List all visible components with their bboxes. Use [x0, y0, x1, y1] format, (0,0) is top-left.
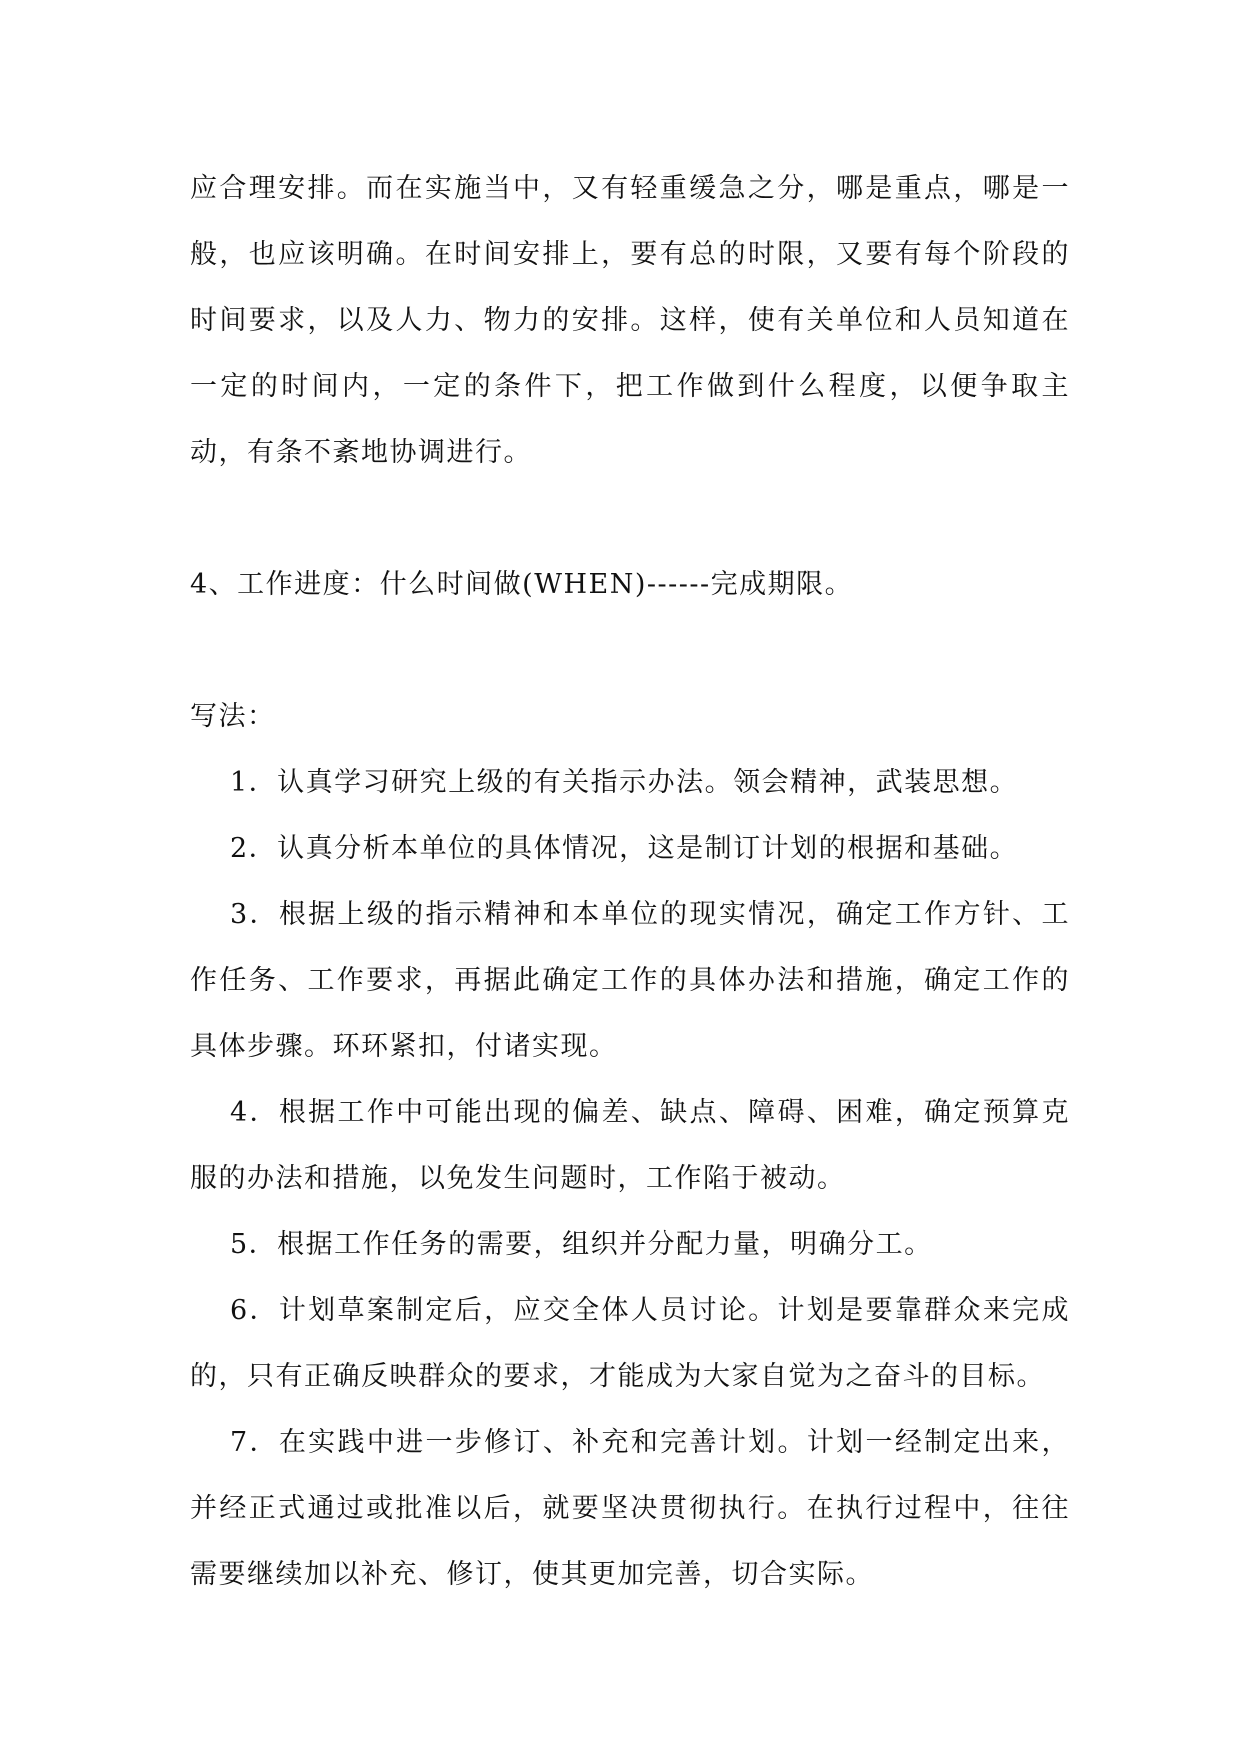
- spacer: [190, 486, 1070, 552]
- section-heading: 4、工作进度：什么时间做(WHEN)------完成期限。: [190, 569, 854, 600]
- document-body: [190, 156, 1070, 1608]
- intro-paragraph: 应合理安排。而在实施当中，又有轻重缓急之分，哪是重点，哪是一般，也应该明确。在时间安排上，要有总的时限，又要有每个阶段的时间要求，以及人力、物力的安排。这样，使有关单位和人员知道在一定的时间内，一定的条件下，把工作做到什么程度，以便争取主动，有条不紊地协调进行。: [190, 173, 1070, 468]
- list-item: 3．根据上级的指示精神和本单位的现实情况，确定工作方针、工作任务、工作要求，再据此确定工作的具体办法和措施，确定工作的具体步骤。环环紧扣，付诸实现。: [190, 899, 1070, 1062]
- list-item: 2．认真分析本单位的具体情况，这是制订计划的根据和基础。: [230, 833, 1019, 864]
- list-item: 6．计划草案制定后，应交全体人员讨论。计划是要靠群众来完成的，只有正确反映群众的要求，才能成为大家自觉为之奋斗的目标。: [190, 1295, 1070, 1392]
- list-item: 4．根据工作中可能出现的偏差、缺点、障碍、困难，确定预算克服的办法和措施，以免发生问题时，工作陷于被动。: [190, 1097, 1070, 1194]
- spacer: [190, 618, 1070, 684]
- list-item: 1．认真学习研究上级的有关指示办法。领会精神，武装思想。: [230, 767, 1019, 798]
- list-item: 7．在实践中进一步修订、补充和完善计划。计划一经制定出来，并经正式通过或批准以后，就要坚决贯彻执行。在执行过程中，往往需要继续加以补充、修订，使其更加完善，切合实际。: [190, 1427, 1070, 1590]
- subheading: 写法：: [190, 701, 276, 732]
- list-item: 5．根据工作任务的需要，组织并分配力量，明确分工。: [230, 1229, 933, 1260]
